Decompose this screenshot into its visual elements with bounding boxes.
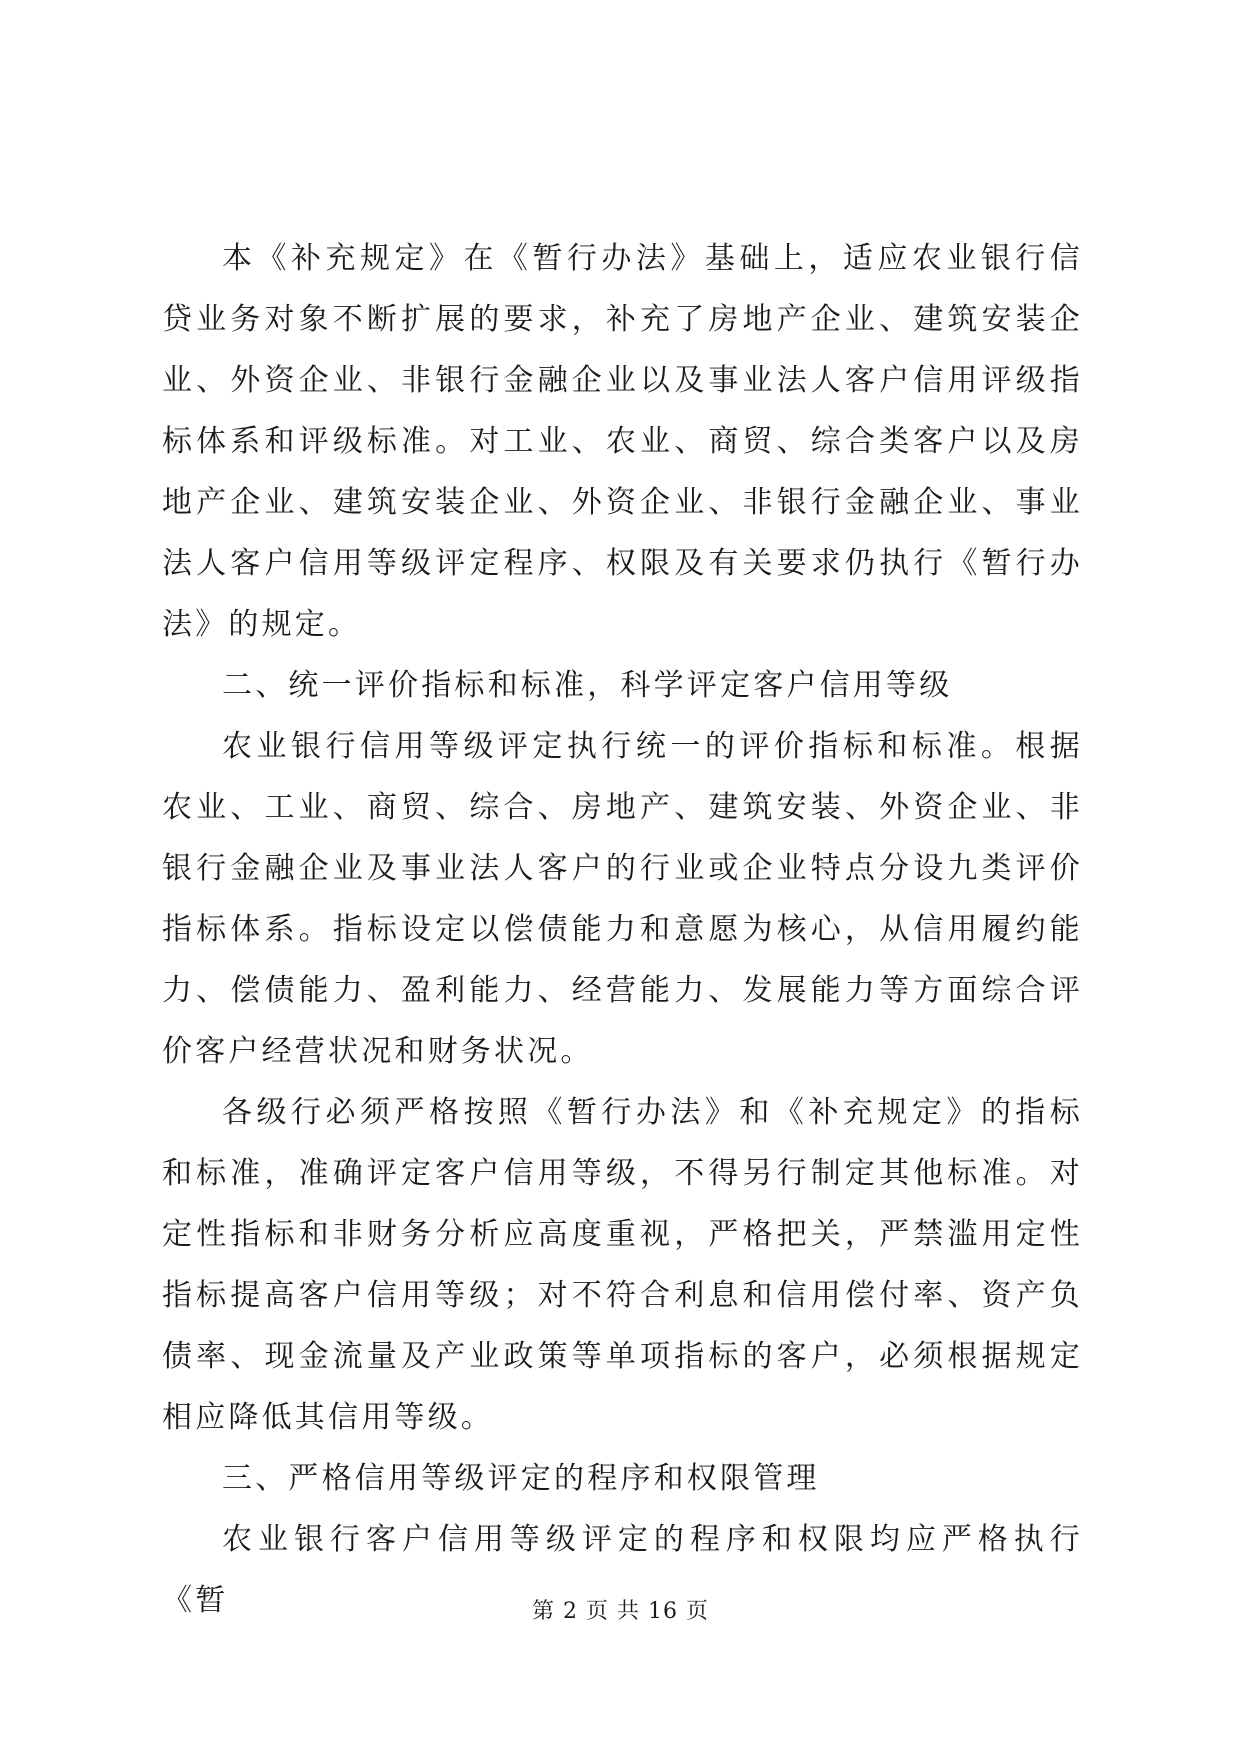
paragraph-unified-indicators: 农业银行信用等级评定执行统一的评价指标和标准。根据农业、工业、商贸、综合、房地产、建筑安装、外资企业、非银行金融企业及事业法人客户的行业或企业特点分设九类评价指标体系。指标设定以偿债能力和意愿为核心，从信用履约能力、偿债能力、盈利能力、经营能力、发展能力等方面综合评价客户经营状况和财务状况。 [162,729,1083,1069]
heading-section-two: 二、统一评价指标和标准，科学评定客户信用等级 [222,668,953,703]
heading-section-three: 三、严格信用等级评定的程序和权限管理 [222,1461,820,1496]
paragraph-procedure-authority: 农业银行客户信用等级评定的程序和权限均应严格执行《暂 [162,1522,1083,1618]
paragraph-supplementary-rules: 本《补充规定》在《暂行办法》基础上，适应农业银行信贷业务对象不断扩展的要求，补充了房地产企业、建筑安装企业、外资企业、非银行金融企业以及事业法人客户信用评级指标体系和评级标准。对工业、农业、商贸、综合类客户以及房地产企业、建筑安装企业、外资企业、非银行金融企业、事业法人客户信用等级评定程序、权限及有关要求仍执行《暂行办法》的规定。 [162,241,1083,642]
page-number-footer: 第 2 页 共 16 页 [532,1599,709,1624]
document-body [162,228,1083,1631]
paragraph-strict-standards: 各级行必须严格按照《暂行办法》和《补充规定》的指标和标准，准确评定客户信用等级，不得另行制定其他标准。对定性指标和非财务分析应高度重视，严格把关，严禁滥用定性指标提高客户信用等级；对不符合利息和信用偿付率、资产负债率、现金流量及产业政策等单项指标的客户，必须根据规定相应降低其信用等级。 [162,1095,1083,1435]
